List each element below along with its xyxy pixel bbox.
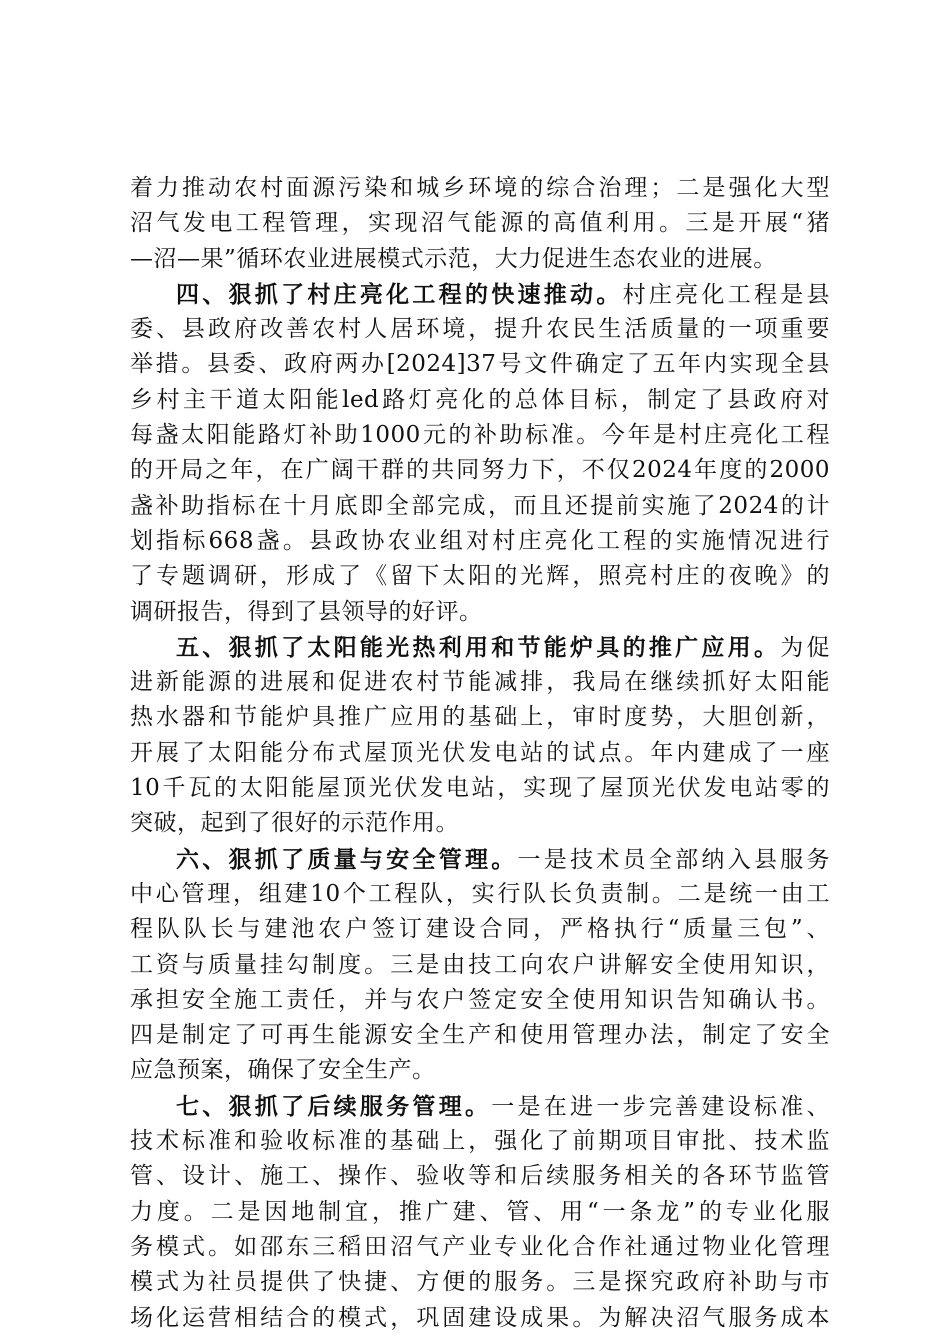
paragraph-heading-line (130, 842, 830, 877)
text-line (130, 524, 830, 559)
paragraph-heading-line (130, 1089, 830, 1124)
line-text: 热水器和节能炉具推广应用的基础上，审时度势，大胆创新， (130, 704, 830, 731)
text-line (130, 665, 830, 700)
text-line (130, 1124, 830, 1159)
line-text: 力度。二是因地制宜，推广建、管、用“一条龙”的专业化服 (130, 1198, 830, 1225)
text-line (130, 1195, 830, 1230)
line-text: 乡村主干道太阳能led路灯亮化的总体目标，制定了县政府对 (130, 386, 830, 413)
text-line (130, 806, 830, 841)
line-text: 突破，起到了很好的示范作用。 (130, 810, 459, 837)
line-text: 应急预案，确保了安全生产。 (130, 1057, 436, 1084)
line-text: 技术标准和验收标准的基础上，强化了前期项目审批、技术监 (130, 1128, 830, 1155)
document-body (130, 171, 830, 1336)
text-line (130, 559, 830, 594)
text-line (130, 1018, 830, 1053)
text-line (130, 877, 830, 912)
line-text: 沼气发电工程管理，实现沼气能源的高值利用。三是开展“猪 (130, 210, 830, 237)
text-line (130, 912, 830, 947)
line-text: 场化运营相结合的模式，巩固建设成果。为解决沼气服务成本 (130, 1304, 830, 1331)
paragraph-heading-line (130, 630, 830, 665)
line-text: 开展了太阳能分布式屋顶光伏发电站的试点。年内建成了一座 (130, 739, 830, 766)
line-text: —沼—果”循环农业进展模式示范，大力促进生态农业的进展。 (130, 245, 777, 272)
text-line (130, 489, 830, 524)
section-heading: 五、狠抓了太阳能光热利用和节能炉具的推广应用。 (176, 633, 781, 661)
text-line (130, 383, 830, 418)
line-text: 一是在进一步完善建设标准、 (491, 1093, 831, 1120)
line-text: 中心管理，组建10个工程队，实行队长负责制。二是统一由工 (130, 880, 830, 907)
line-text: 四是制定了可再生能源安全生产和使用管理办法，制定了安全 (130, 1022, 830, 1049)
line-text: 村庄亮化工程是县 (622, 281, 831, 308)
section-heading: 七、狠抓了后续服务管理。 (176, 1092, 492, 1120)
text-line (130, 1230, 830, 1265)
line-text: 了专题调研，形成了《留下太阳的光辉，照亮村庄的夜晚》的 (130, 563, 830, 590)
line-text: 模式为社员提供了快捷、方便的服务。三是探究政府补助与市 (130, 1269, 830, 1296)
line-text: 委、县政府改善农村人居环境，提升农民生活质量的一项重要 (130, 316, 830, 343)
line-text: 举措。县委、政府两办[2024]37号文件确定了五年内实现全县 (130, 351, 830, 378)
text-line (130, 1159, 830, 1194)
text-line (130, 206, 830, 241)
line-text: 为促 (780, 634, 831, 661)
text-line (130, 347, 830, 382)
text-line (130, 171, 830, 206)
line-text: 一是技术员全部纳入县服务 (517, 846, 831, 873)
text-line (130, 453, 830, 488)
text-line (130, 312, 830, 347)
text-line (130, 771, 830, 806)
line-text: 管、设计、施工、操作、验收等和后续服务相关的各环节监管 (130, 1163, 830, 1190)
line-text: 盏补助指标在十月底即全部完成，而且还提前实施了2024的计 (130, 492, 830, 519)
text-line (130, 700, 830, 735)
section-heading: 六、狠抓了质量与安全管理。 (176, 845, 518, 873)
paragraph-heading-line (130, 277, 830, 312)
line-text: 进新能源的进展和促进农村节能减排，我局在继续抓好太阳能 (130, 669, 830, 696)
text-line (130, 242, 830, 277)
text-line (130, 983, 830, 1018)
line-text: 10千瓦的太阳能屋顶光伏发电站，实现了屋顶光伏发电站零的 (130, 775, 830, 802)
line-text: 划指标668盏。县政协农业组对村庄亮化工程的实施情况进行 (130, 527, 830, 554)
line-text: 的开局之年，在广阔干群的共同努力下，不仅2024年度的2000 (130, 457, 830, 484)
text-line (130, 948, 830, 983)
line-text: 着力推动农村面源污染和城乡环境的综合治理；二是强化大型 (130, 175, 830, 201)
text-line (130, 1265, 830, 1300)
line-text: 程队队长与建池农户签订建设合同，严格执行“质量三包”、 (130, 916, 830, 943)
line-text: 每盏太阳能路灯补助1000元的补助标准。今年是村庄亮化工程 (130, 422, 830, 449)
text-line (130, 736, 830, 771)
section-heading: 四、狠抓了村庄亮化工程的快速推动。 (176, 280, 623, 308)
line-text: 调研报告，得到了县领导的好评。 (130, 598, 483, 625)
line-text: 承担安全施工责任，并与农户签定安全使用知识告知确认书。 (130, 986, 830, 1013)
text-line (130, 418, 830, 453)
line-text: 务模式。如邵东三稻田沼气产业专业化合作社通过物业化管理 (130, 1233, 830, 1260)
text-line (130, 1301, 830, 1336)
text-line (130, 595, 830, 630)
line-text: 工资与质量挂勾制度。三是由技工向农户讲解安全使用知识， (130, 951, 830, 978)
text-line (130, 1053, 830, 1088)
